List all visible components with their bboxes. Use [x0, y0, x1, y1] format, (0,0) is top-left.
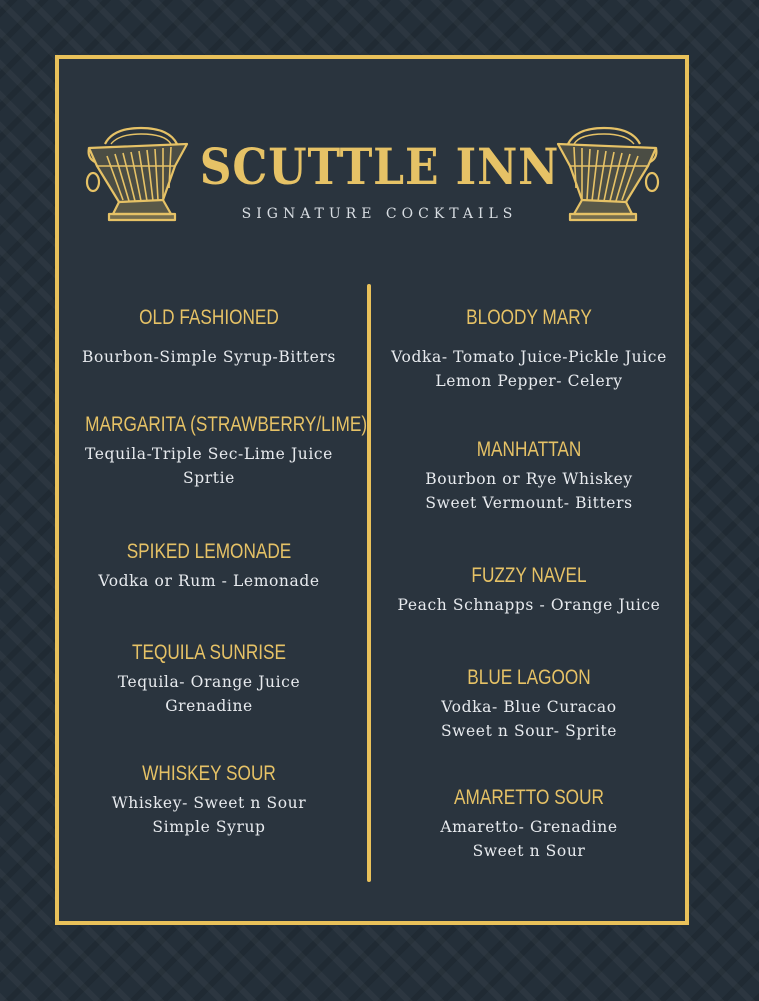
cocktail-ingredients: Peach Schnapps - Orange Juice — [397, 596, 661, 614]
cocktail-ingredients: Vodka- Tomato Juice-Pickle Juice Lemon Pepper- Celery — [391, 348, 667, 390]
menu-item — [58, 761, 360, 839]
cocktail-name: AMARETTO SOUR — [454, 786, 604, 809]
cocktail-name: SPIKED LEMONADE — [126, 540, 292, 563]
menu-item — [378, 437, 680, 515]
menu-item — [378, 665, 680, 743]
cocktail-name: OLD FASHIONED — [139, 306, 279, 329]
menu-item — [58, 412, 368, 490]
column-divider — [367, 284, 371, 882]
cocktail-name: BLOODY MARY — [466, 306, 592, 329]
cocktail-ingredients: Bourbon or Rye Whiskey Sweet Vermount- Bitters — [425, 470, 633, 512]
menu-item — [58, 305, 360, 369]
menu-item — [58, 539, 360, 593]
cocktail-ingredients: Tequila-Triple Sec-Lime Juice Sprtie — [85, 445, 333, 487]
cocktail-ingredients: Vodka or Rum - Lemonade — [98, 572, 320, 590]
cocktail-ingredients: Bourbon-Simple Syrup-Bitters — [82, 348, 336, 366]
cocktail-name: MARGARITA (STRAWBERRY/LIME) — [85, 413, 368, 436]
cocktail-ingredients: Amaretto- Grenadine Sweet n Sour — [440, 818, 618, 860]
menu-item — [378, 305, 680, 393]
menu-item — [58, 640, 360, 718]
cocktail-name: FUZZY NAVEL — [471, 564, 587, 587]
cocktail-ingredients: Whiskey- Sweet n Sour Simple Syrup — [111, 794, 307, 836]
menu-item — [378, 785, 680, 863]
menu-item — [378, 563, 680, 617]
cocktail-name: TEQUILA SUNRISE — [131, 641, 287, 664]
cocktail-ingredients: Tequila- Orange Juice Grenadine — [117, 673, 301, 715]
restaurant-title: SCUTTLE INN — [199, 137, 560, 196]
menu-subtitle: SIGNATURE COCKTAILS — [241, 206, 518, 222]
cocktail-name: BLUE LAGOON — [467, 666, 591, 689]
cocktail-ingredients: Vodka- Blue Curacao Sweet n Sour- Sprite — [440, 698, 618, 740]
cocktail-name: WHISKEY SOUR — [142, 762, 276, 785]
cocktail-name: MANHATTAN — [476, 438, 582, 461]
